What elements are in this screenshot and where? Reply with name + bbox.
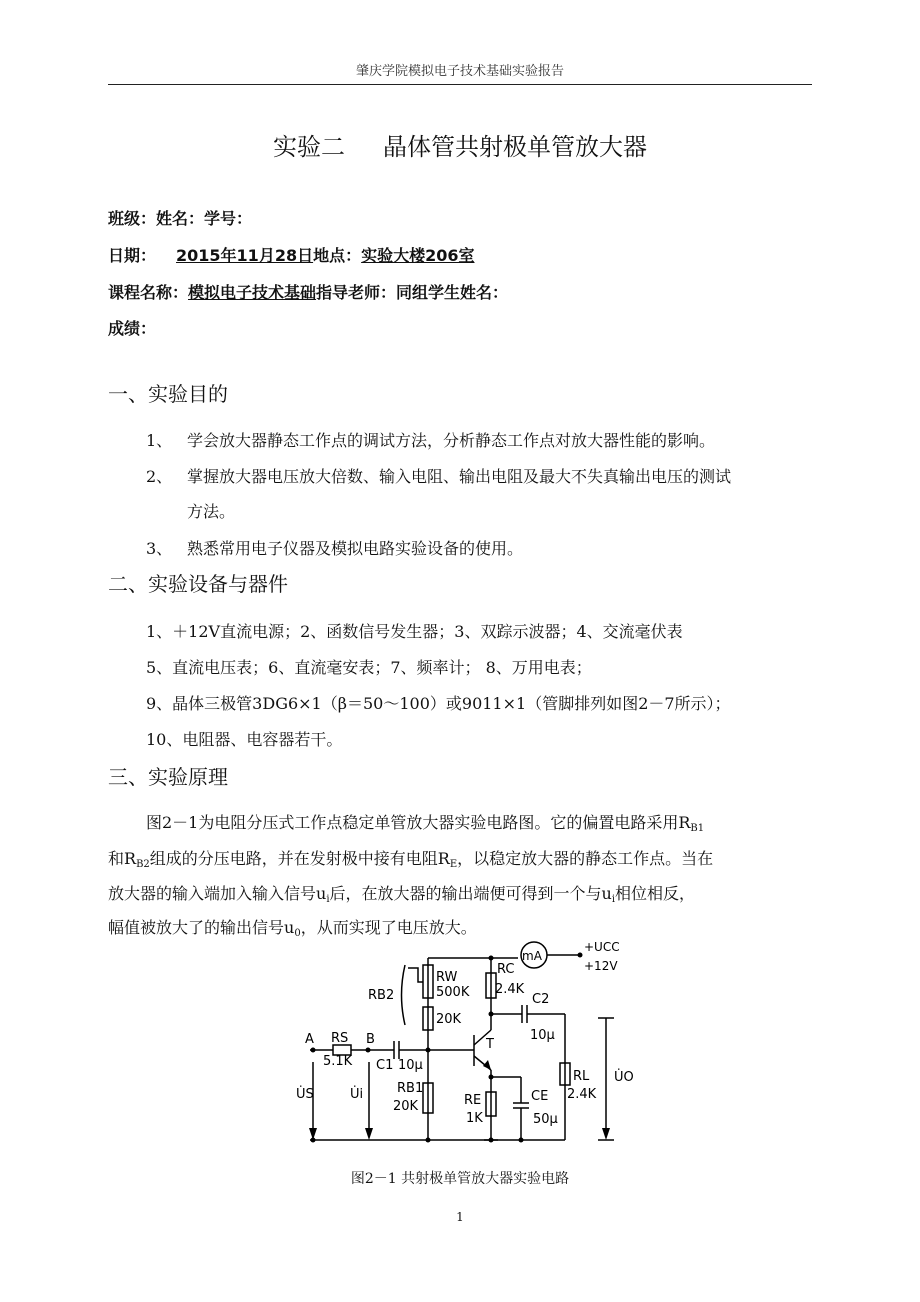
equipment-line-2: 5、直流电压表；6、直流毫安表；7、频率计； 8、万用电表；	[146, 658, 592, 677]
rc-label: RC	[497, 962, 515, 977]
equipment-line-1: 1、＋12V直流电源；2、函数信号发生器；3、双踪示波器；4、交流毫伏表	[146, 622, 683, 641]
principle-text: 组成的分压电路，并在发射极中接有电阻R	[149, 849, 450, 868]
info-date-line	[108, 243, 475, 266]
subscript: i	[611, 894, 616, 905]
us-label: U̇S	[296, 1087, 314, 1102]
rw-label: RW	[436, 970, 458, 985]
rs-value: 5.1K	[323, 1054, 353, 1069]
uo-label: U̇O	[614, 1070, 634, 1085]
place-label: 地点：	[313, 246, 362, 265]
purpose-num-2: 2、	[146, 467, 173, 486]
supply-12v-label: +12V	[584, 959, 618, 973]
subscript: B2	[136, 859, 150, 870]
transistor-label: T	[486, 1037, 494, 1052]
purpose-text-3: 熟悉常用电子仪器及模拟电路实验设备的使用。	[187, 539, 524, 558]
info-score-line: 成绩：	[108, 319, 157, 338]
principle-line-2	[108, 846, 713, 870]
node-a-label: A	[305, 1032, 314, 1047]
header-rule	[108, 84, 812, 85]
date-value: 2015年11月28日	[176, 246, 314, 265]
principle-text: 放大器的输入端加入输入信号u	[108, 884, 327, 903]
re-value: 1K	[466, 1111, 483, 1126]
equipment-line-3: 9、晶体三极管3DG6×1（β＝50～100）或9011×1（管脚排列如图2－7所示）；	[146, 694, 731, 713]
purpose-text-1: 学会放大器静态工作点的调试方法，分析静态工作点对放大器性能的影响。	[187, 431, 716, 450]
rw-value: 500K	[436, 985, 470, 1000]
subscript: E	[449, 859, 458, 870]
principle-line-1	[146, 810, 704, 834]
r20k-value: 20K	[436, 1012, 462, 1027]
ucc-label: +UCC	[584, 940, 620, 954]
teacher-group-label: 指导老师：同组学生姓名：	[316, 283, 509, 302]
rc-value: 2.4K	[495, 982, 525, 997]
subscript: i	[326, 894, 330, 905]
c2-label: C2	[532, 992, 550, 1007]
node-b-label: B	[366, 1032, 375, 1047]
subscript: B1	[690, 823, 705, 834]
rl-value: 2.4K	[567, 1087, 597, 1102]
purpose-text-2: 掌握放大器电压放大倍数、输入电阻、输出电阻及最大不失真输出电压的测试	[187, 467, 732, 486]
principle-line-4	[108, 915, 477, 939]
course-value: 模拟电子技术基础	[188, 283, 317, 302]
title-name: 晶体管共射极单管放大器	[383, 133, 647, 161]
rb2-label: RB2	[368, 988, 395, 1003]
purpose-num-3: 3、	[146, 539, 173, 558]
principle-line-3	[108, 881, 695, 905]
info-course-line	[108, 280, 508, 303]
principle-text: 后，在放大器的输出端便可得到一个与u	[329, 884, 612, 903]
principle-text: 相位相反，	[615, 884, 696, 903]
info-class-line: 班级：姓名：学号：	[108, 209, 253, 228]
section-heading-equipment: 二、实验设备与器件	[108, 572, 288, 596]
rb1-label: RB1	[397, 1081, 424, 1096]
document-title	[0, 127, 920, 162]
title-number: 实验二	[273, 133, 345, 161]
ammeter-label: mA	[522, 949, 542, 963]
date-label: 日期：	[108, 246, 157, 265]
ui-label: U̇i	[350, 1087, 364, 1102]
subscript: 0	[294, 928, 301, 939]
c2-value: 10μ	[530, 1028, 555, 1043]
course-label: 课程名称：	[108, 283, 189, 302]
principle-text: ，以稳定放大器的静态工作点。当在	[457, 849, 714, 868]
page-number: 1	[456, 1210, 464, 1224]
equipment-line-4: 10、电阻器、电容器若干。	[146, 730, 343, 749]
purpose-num-1: 1、	[146, 431, 173, 450]
principle-text: 和R	[108, 849, 137, 868]
page-header: 肇庆学院模拟电子技术基础实验报告	[355, 64, 564, 79]
principle-text: 幅值被放大了的输出信号u	[108, 918, 295, 937]
rl-label: RL	[573, 1069, 590, 1084]
principle-text: 图2－1为电阻分压式工作点稳定单管放大器实验电路图。它的偏置电路采用R	[146, 813, 691, 832]
rb1-value: 20K	[393, 1099, 419, 1114]
ce-value: 50μ	[533, 1112, 558, 1127]
section-heading-purpose: 一、实验目的	[108, 382, 228, 406]
figure-caption: 图2－1 共射极单管放大器实验电路	[350, 1171, 570, 1187]
principle-text: ，从而实现了电压放大。	[300, 918, 477, 937]
ce-label: CE	[531, 1089, 549, 1104]
rs-label: RS	[331, 1031, 349, 1046]
c1-label: C1	[376, 1058, 394, 1073]
purpose-text-2-cont: 方法。	[187, 502, 236, 521]
re-label: RE	[464, 1093, 482, 1108]
section-heading-principle: 三、实验原理	[108, 765, 228, 789]
c1-value: 10μ	[398, 1058, 423, 1073]
amplifier-circuit-diagram	[290, 938, 650, 1160]
place-value: 实验大楼206室	[361, 246, 475, 265]
